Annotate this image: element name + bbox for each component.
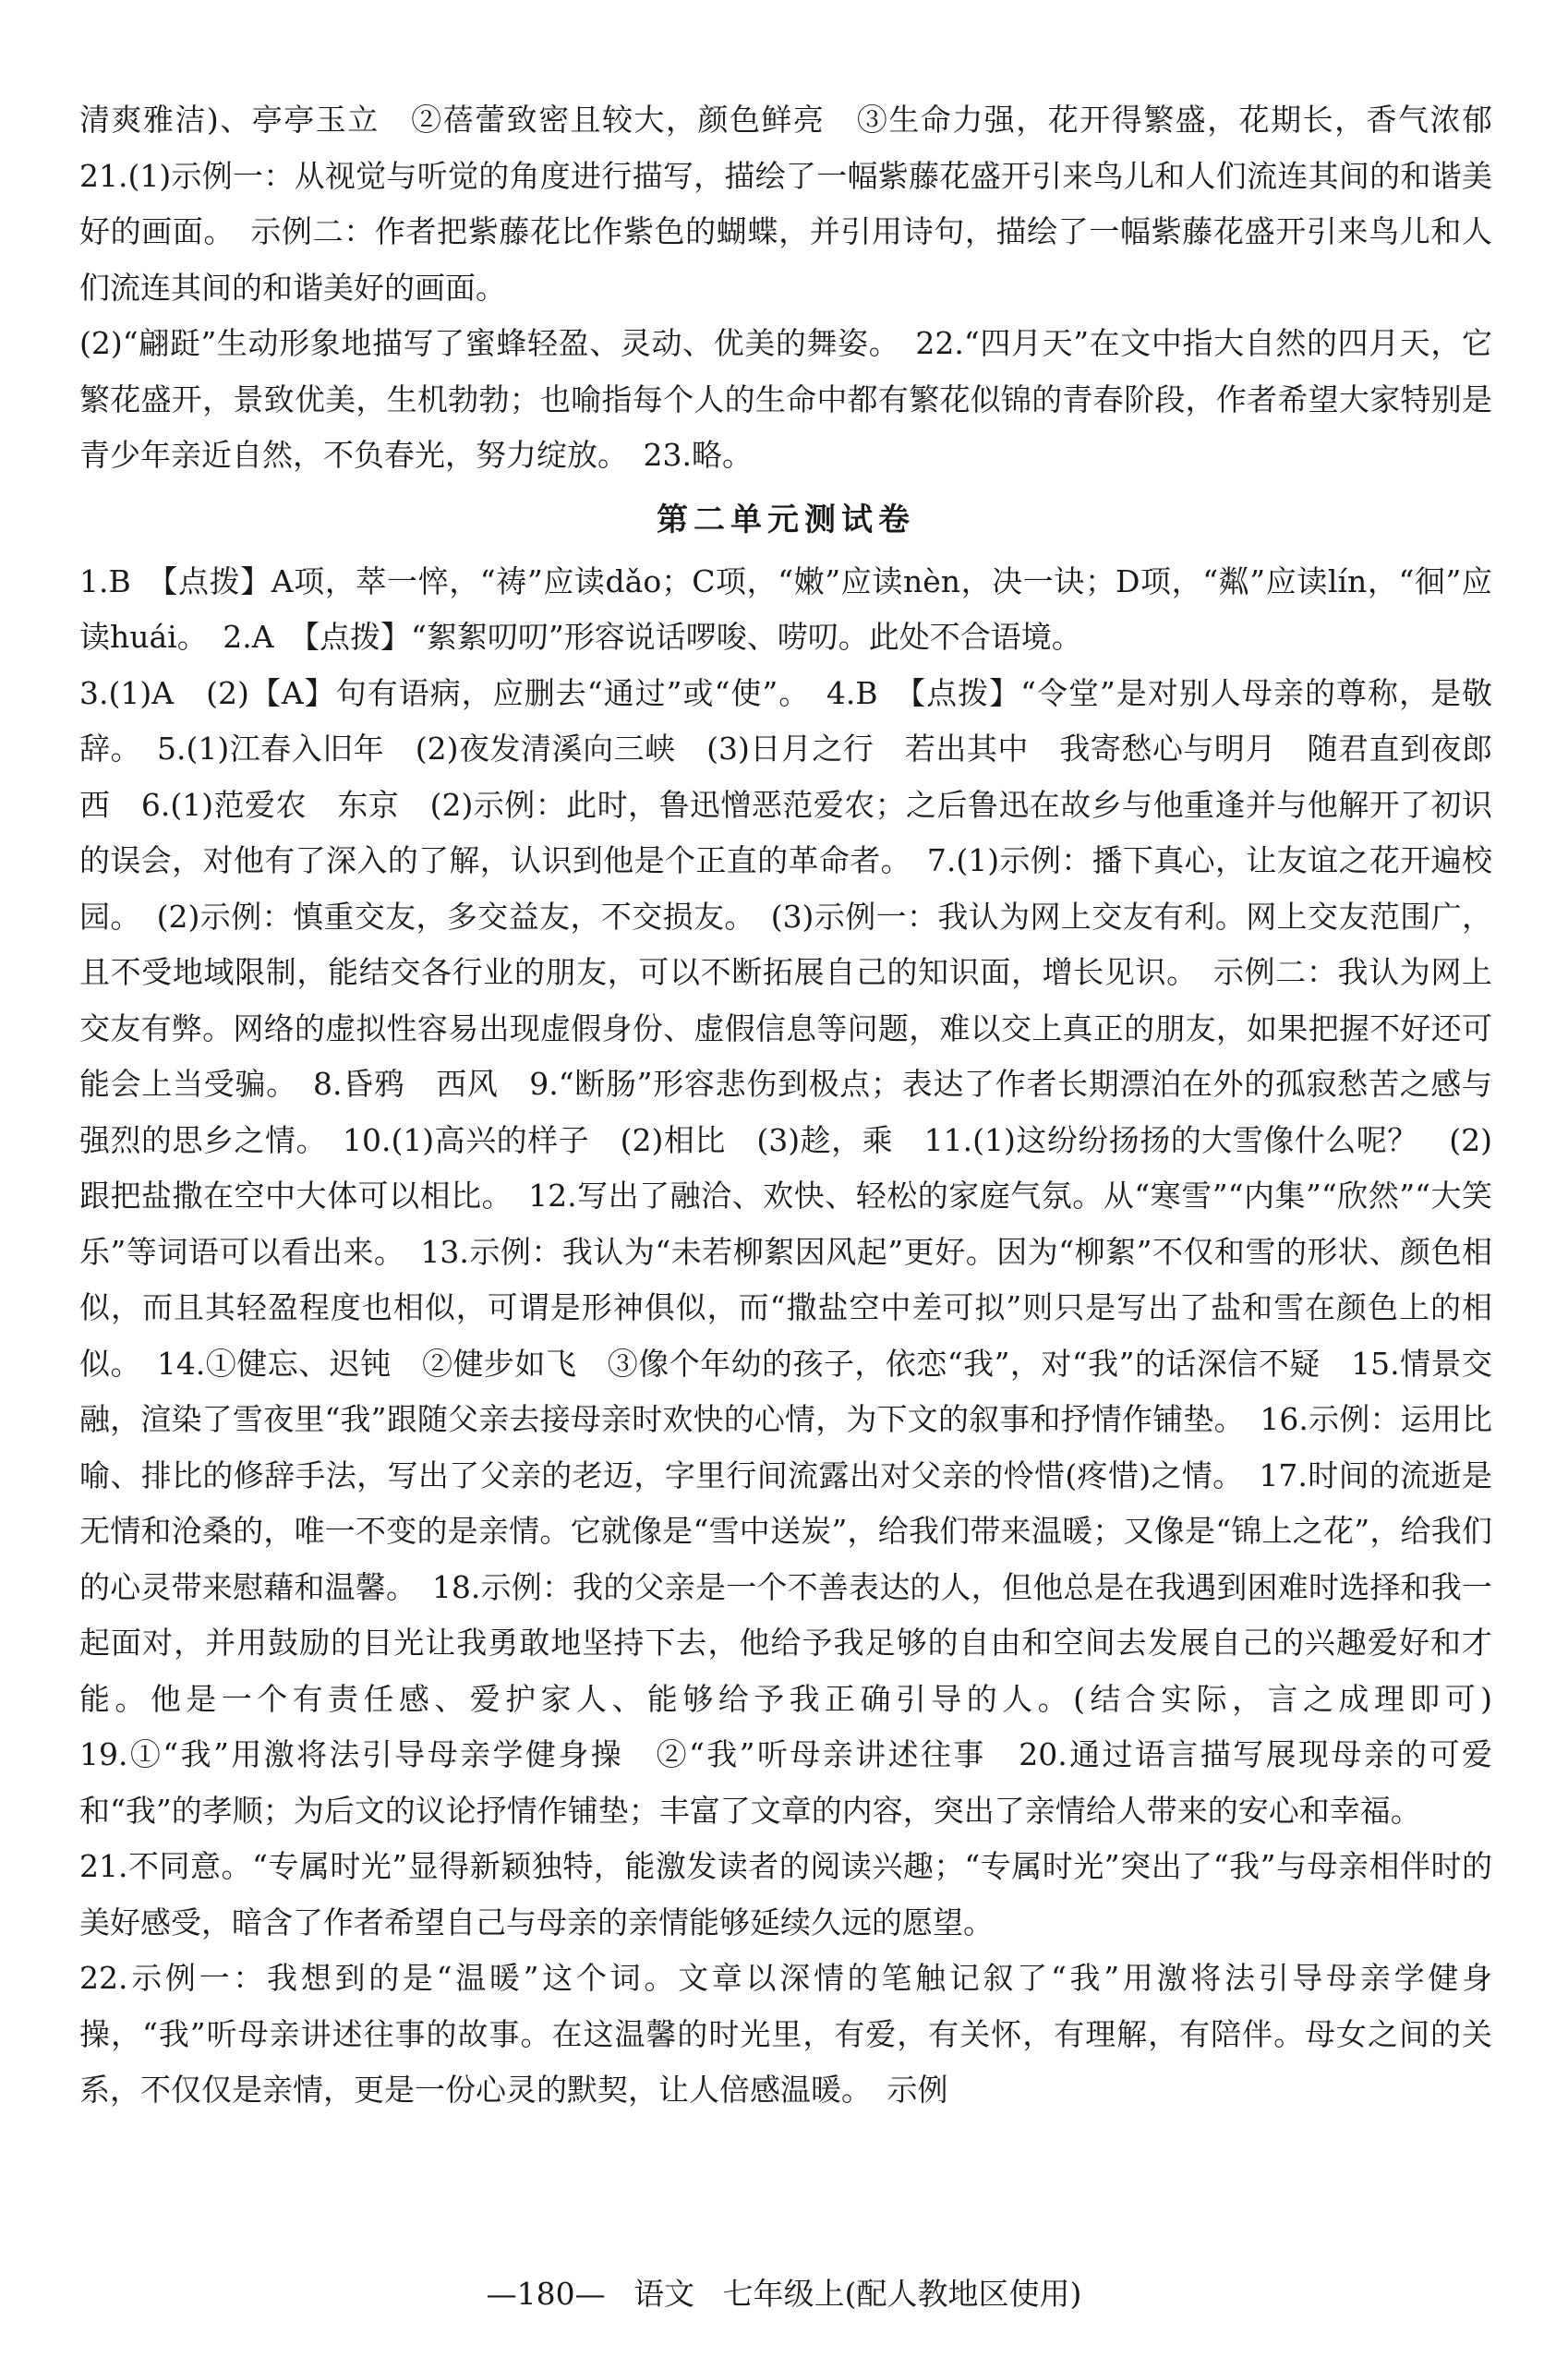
answer-paragraph-6: 22.示例一：我想到的是“温暖”这个词。文章以深情的笔触记叙了“我”用激将法引导母亲学健身操，“我”听母亲讲述往事的故事。在这温馨的时光里，有爱，有关怀，有理解，有陪伴。母女之间的关系，不仅仅是亲情，更是一份心灵的默契，让人倍感温暖。 示例 [79, 1960, 1492, 2108]
answer-paragraph-1: 清爽雅洁)、亭亭玉立 ②蓓蕾致密且较大，颜色鲜亮 ③生命力强，花开得繁盛，花期长，香气浓郁 21.(1)示例一：从视觉与听觉的角度进行描写，描绘了一幅紫藤花盛开引来鸟儿和人们流连其间的和谐美好的画面。 示例二：作者把紫藤花比作紫色的蝴蝶，并引用诗句，描绘了一幅紫藤花盛开引来鸟儿和人们流连其间的和谐美好的画面。 [79, 102, 1523, 306]
answer-paragraph-3: 1.B 【点拨】A项，萃一悴，“祷”应读dǎo；C项，“嫩”应读nèn，决一诀；D项，“粼”应读lín，“徊”应读huái。 2.A 【点拨】“絮絮叨叨”形容说话啰唆、唠叨。此处不合语境。 [79, 562, 1492, 655]
answer-paragraph-4: 3.(1)A (2)【A】句有语病，应删去“通过”或“使”。 4.B 【点拨】“令堂”是对别人母亲的尊称，是敬辞。 5.(1)江春入旧年 (2)夜发清溪向三峡 (3)日月之行 若出其中 我寄愁心与明月 随君直到夜郎西 6.(1)范爱农 东京 (2)示例：此时，鲁迅憎恶范爱农；之后鲁迅在故乡与他重逢并与他解开了初识的误会，对他有了深入的了解，认识到他是个正直的革命者。 7.(1)示例：播下真心，让友谊之花开遍校园。 (2)示例：慎重交友，多交益友，不交损友。 (3)示例一：我认为网上交友有利。网上交友范围广，且不受地域限制，能结交各行业的朋友，可以不断拓展自己的知识面，增长见识。 示例二：我认为网上交友有弊。网络的虚拟性容易出现虚假身份、虚假信息等问题，难以交上真正的朋友，如果把握不好还可能会上当受骗。 8.昏鸦 西风 9.“断肠”形容悲伤到极点；表达了作者长期漂泊在外的孤寂愁苦之感与强烈的思乡之情。 10.(1)高兴的样子 (2)相比 (3)趁，乘 11.(1)这纷纷扬扬的大雪像什么呢？ (2)跟把盐撒在空中大体可以相比。 12.写出了融洽、欢快、轻松的家庭气氛。从“寒雪”“内集”“欣然”“大笑乐”等词语可以看出来。 13.示例：我认为“未若柳絮因风起”更好。因为“柳絮”不仅和雪的形状、颜色相似，而且其轻盈程度也相似，可谓是形神俱似，而“撒盐空中差可拟”则只是写出了盐和雪在颜色上的相似。 14.①健忘、迟钝 ②健步如飞 ③像个年幼的孩子，依恋“我”，对“我”的话深信不疑 15.情景交融，渲染了雪夜里“我”跟随父亲去接母亲时欢快的心情，为下文的叙事和抒情作铺垫。 16.示例：运用比喻、排比的修辞手法，写出了父亲的老迈，字里行间流露出对父亲的怜惜(疼惜)之情。 17.时间的流逝是无情和沧桑的，唯一不变的是亲情。它就像是“雪中送炭”，给我们带来温暖；又像是“锦上之花”，给我们的心灵带来慰藉和温馨。 18.示例：我的父亲是一个不善表达的人，但他总是在我遇到困难时选择和我一起面对，并用鼓励的目光让我勇敢地坚持下去，他给予我足够的自由和空间去发展自己的兴趣爱好和才能。他是一个有责任感、爱护家人、能够给予我正确引导的人。(结合实际，言之成理即可) 19.①“我”用激将法引导母亲学健身操 ②“我”听母亲讲述往事 20.通过语言描写展现母亲的可爱和“我”的孝顺；为后文的议论抒情作铺垫；丰富了文章的内容，突出了亲情给人带来的安心和幸福。 [79, 674, 1523, 1829]
answer-paragraph-2: (2)“翩跹”生动形象地描写了蜜蜂轻盈、灵动、优美的舞姿。 22.“四月天”在文中指大自然的四月天，它繁花盛开，景致优美，生机勃勃；也喻指每个人的生命中都有繁花似锦的青春阶段，作者希望大家特别是青少年亲近自然，不负春光，努力绽放。 23.略。 [79, 325, 1492, 473]
page-number: —180— [486, 2276, 606, 2312]
page-footer [0, 2276, 1568, 2313]
answer-content [79, 92, 1523, 2119]
footer-subject: 语文 [633, 2276, 695, 2312]
section-title: 第二单元测试卷 [657, 501, 915, 538]
footer-grade: 七年级上(配人教地区使用) [722, 2276, 1082, 2312]
answer-paragraph-5: 21.不同意。“专属时光”显得新颖独特，能激发读者的阅读兴趣；“专属时光”突出了“我”与母亲相伴时的美好感受，暗含了作者希望自己与母亲的亲情能够延续久远的愿望。 [79, 1848, 1492, 1940]
